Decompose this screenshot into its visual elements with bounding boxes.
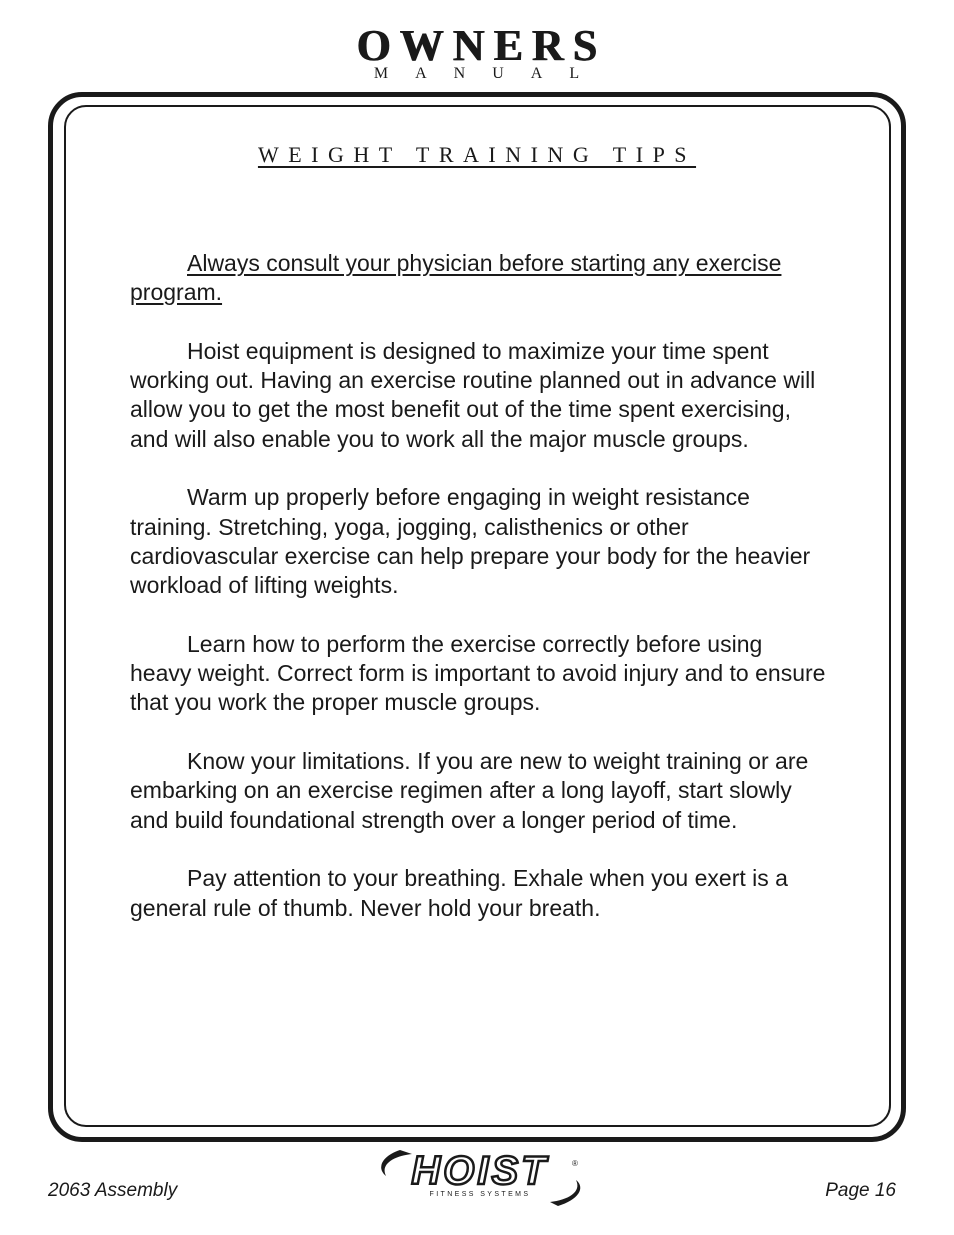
tips-content (130, 249, 830, 952)
tip-paragraph-4: Learn how to perform the exercise correctly before using heavy weight. Correct form is important to avoid injury and to ensure that you work the proper muscle groups. (130, 630, 826, 716)
footer-page-number: Page 16 (825, 1180, 896, 1201)
hoist-logo (372, 1146, 592, 1212)
svg-text:FITNESS SYSTEMS: FITNESS SYSTEMS (429, 1191, 531, 1198)
footer-document-label: 2063 Assembly (48, 1180, 178, 1201)
section-title: WEIGHT TRAINING TIPS (257, 142, 697, 167)
tip-paragraph-3: Warm up properly before engaging in weight resistance training. Stretching, yoga, jogging, calisthenics or other cardiovascular exercise can help prepare your body for the heavier workload of lifting weights. (130, 484, 811, 599)
tip-paragraph-2: Hoist equipment is designed to maximize your time spent working out. Having an exercise routine planned out in advance will allow you to get the most benefit out of the time spent exercising, and will also enable you to work all the major muscle groups. (130, 337, 816, 452)
header-subtitle: MANUAL (373, 65, 607, 82)
header-title: OWNERS (356, 21, 606, 70)
tip-paragraph-1 (130, 249, 830, 308)
tip-text-1: Always consult your physician before starting any exercise program. (130, 250, 782, 306)
tip-paragraph-5: Know your limitations. If you are new to weight training or are embarking on an exercise regimen after a long layoff, start slowly and build foundational strength over a longer period of time. (130, 748, 809, 833)
svg-text:®: ® (572, 1159, 578, 1168)
page-header (0, 21, 954, 82)
tip-paragraph-6: Pay attention to your breathing. Exhale when you exert is a general rule of thumb. Never hold your breath. (130, 865, 788, 921)
svg-text:HOIST: HOIST (411, 1149, 549, 1193)
